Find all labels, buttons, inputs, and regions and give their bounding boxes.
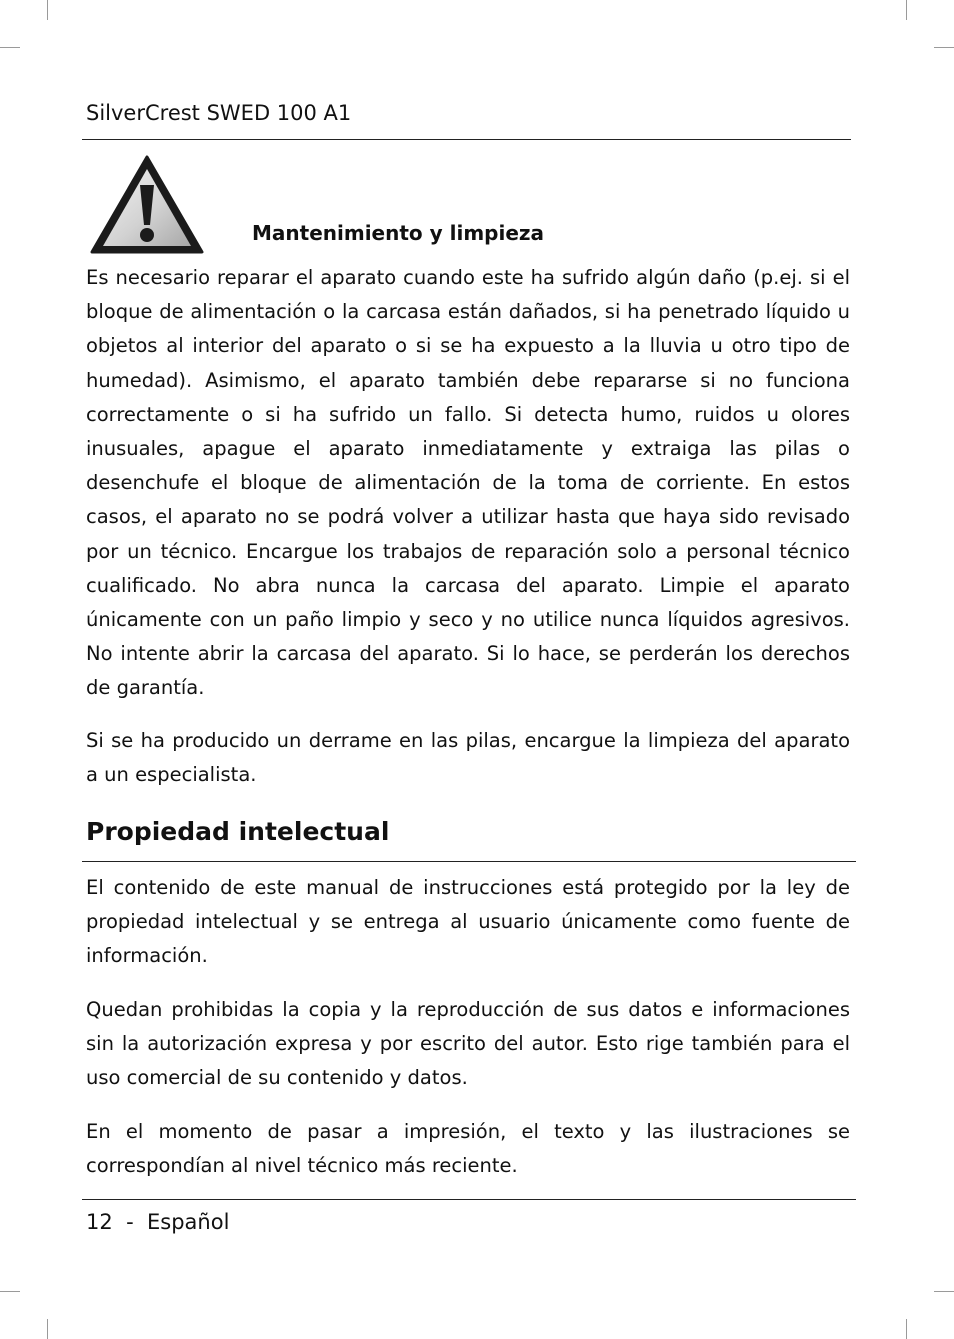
maintenance-paragraph: Es necesario reparar el aparato cuando este ha sufrido algún daño (p.ej. si el bloque de alimentación o la carcasa están dañados, si ha penetrado líquido u objetos al interior del aparato o si se ha expuesto a la lluvia u otro tipo de humedad). Asimismo, el aparato también debe repararse si no funciona correctamente o si ha sufrido un fallo. Si detecta humo, ruidos u olores inusuales, apague el aparato inmediatamente y extraiga las pilas o desenchufe el bloque de alimentación de la toma de corriente. En estos casos, el aparato no se podrá volver a utilizar hasta que haya sido revisado por un técnico. Encargue los trabajos de reparación solo a personal técnico cualificado. No abra nunca la carcasa del aparato. Limpie el aparato únicamente con un paño limpio y seco y no utilice nunca líquidos agresivos. No intente abrir la carcasa del aparato. Si lo hace, se perderán los derechos de garantía.	[86, 266, 850, 700]
maintenance-title: Mantenimiento y limpieza	[252, 221, 545, 245]
ip-paragraph: Quedan prohibidas la copia y la reproducción de sus datos e informaciones sin la autorización expresa y por escrito del autor. Esto rige también para el uso comercial de su contenido y datos.	[86, 998, 850, 1090]
crop-mark	[0, 1291, 20, 1292]
section-rule	[82, 861, 856, 862]
crop-mark	[934, 1291, 954, 1292]
intellectual-property-title: Propiedad intelectual	[86, 817, 390, 846]
page-number-label: 12 - Español	[86, 1210, 230, 1234]
crop-mark	[47, 1319, 48, 1339]
header-product-title: SilverCrest SWED 100 A1	[86, 101, 352, 125]
ip-paragraph: En el momento de pasar a impresión, el texto y las ilustraciones se correspondían al nivel técnico más reciente.	[86, 1120, 850, 1178]
footer-rule	[82, 1199, 856, 1200]
crop-mark	[47, 0, 48, 20]
crop-mark	[934, 47, 954, 48]
header-rule	[82, 139, 851, 140]
maintenance-paragraph: Si se ha producido un derrame en las pilas, encargue la limpieza del aparato a un especialista.	[86, 729, 850, 787]
crop-mark	[0, 47, 20, 48]
warning-triangle-icon	[90, 155, 204, 255]
crop-mark	[906, 0, 907, 20]
crop-mark	[906, 1319, 907, 1339]
ip-paragraph: El contenido de este manual de instrucciones está protegido por la ley de propiedad intelectual y se entrega al usuario únicamente como fuente de información.	[86, 876, 850, 968]
